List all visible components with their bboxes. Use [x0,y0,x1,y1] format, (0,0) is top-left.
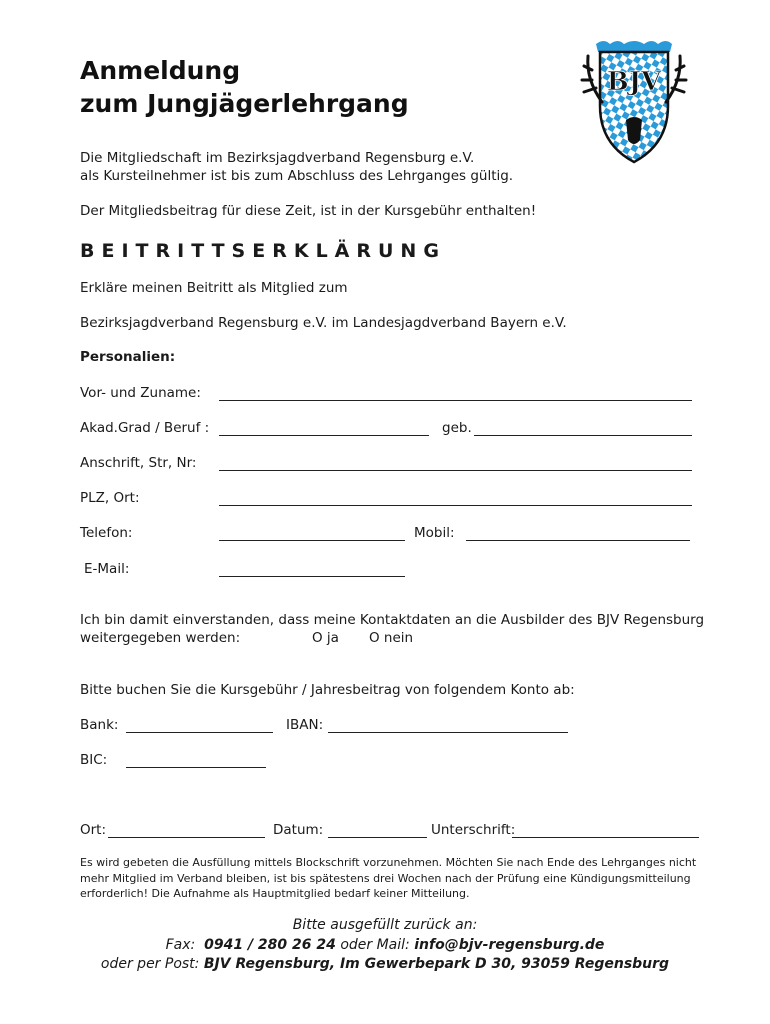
consent-line-2: weitergegeben werden: [80,630,241,646]
birth-label: geb. [442,420,472,436]
intro-line-1: Die Mitgliedschaft im Bezirksjagdverband Regensburg e.V. [80,150,475,166]
email-label: E-Mail: [84,561,130,577]
birth-date-field[interactable] [474,417,692,436]
footer-contact-line [0,937,770,953]
bank-field[interactable] [126,714,273,733]
zip-city-label: PLZ, Ort: [80,490,140,506]
place-label: Ort: [80,822,107,838]
footer-return-line: Bitte ausgefüllt zurück an: [292,917,478,933]
title-job-field[interactable] [219,417,429,436]
signature-field[interactable] [512,819,699,838]
phone-field[interactable] [219,522,405,541]
bic-label: BIC: [80,752,108,768]
footer-post-line [0,956,770,972]
phone-label: Telefon: [80,525,133,541]
bank-intro: Bitte buchen Sie die Kursgebühr / Jahresbeitrag von folgendem Konto ab: [80,682,575,698]
email-field[interactable] [219,558,405,577]
bic-field[interactable] [126,749,266,768]
title-job-label: Akad.Grad / Beruf : [80,420,210,436]
mobile-field[interactable] [466,522,690,541]
address-label: Anschrift, Str, Nr: [80,455,197,471]
title-line-1: Anmeldung [80,56,241,85]
bank-label: Bank: [80,717,119,733]
signature-label: Unterschrift: [431,822,516,838]
declaration-heading: BEITRITTSERKLÄRUNG [80,240,446,262]
consent-no-option[interactable]: O nein [369,630,414,646]
zip-city-field[interactable] [219,487,692,506]
bjv-crest-logo [578,36,690,170]
iban-label: IBAN: [286,717,324,733]
fax-number: 0941 / 280 26 24 [204,937,336,953]
date-field[interactable] [328,819,427,838]
declaration-line-1: Erkläre meinen Beitritt als Mitglied zum [80,280,348,296]
title-line-2: zum Jungjägerlehrgang [80,89,409,118]
mobile-label: Mobil: [414,525,455,541]
date-label: Datum: [273,822,324,838]
post-label: oder per Post: [100,956,200,972]
consent-yes-option[interactable]: O ja [312,630,339,646]
iban-field[interactable] [328,714,568,733]
name-field[interactable] [219,382,692,401]
intro-line-2: als Kursteilnehmer ist bis zum Abschluss des Lehrganges gültig. [80,168,514,184]
instruction-note: Es wird gebeten die Ausfüllung mittels Blockschrift vorzunehmen. Möchten Sie nach Ende des Lehrganges nicht mehr Mitglied im Verband bleiben, ist bis spätestens drei Wochen nach der Prüfung eine Kündigungsmitteilung erforderlich! Die Aufnahme als Hauptmitglied bedarf keiner Mitteilung. [80,856,697,900]
declaration-line-2: Bezirksjagdverband Regensburg e.V. im Landesjagdverband Bayern e.V. [80,315,567,331]
name-label: Vor- und Zuname: [80,385,201,401]
place-field[interactable] [108,819,265,838]
logo-letters: BJV [606,67,662,97]
fax-label: Fax: [165,937,196,953]
page-title [80,54,409,120]
mail-label: oder Mail: [340,937,410,953]
post-address: BJV Regensburg, Im Gewerbepark D 30, 93059 Regensburg [203,956,670,972]
consent-line-1: Ich bin damit einverstanden, dass meine Kontaktdaten an die Ausbilder des BJV Regensburg [80,612,705,628]
mail-address-link[interactable]: info@bjv-regensburg.de [414,937,605,953]
address-field[interactable] [219,452,692,471]
personal-heading: Personalien: [80,349,176,365]
intro-line-3: Der Mitgliedsbeitrag für diese Zeit, ist in der Kursgebühr enthalten! [80,203,537,219]
